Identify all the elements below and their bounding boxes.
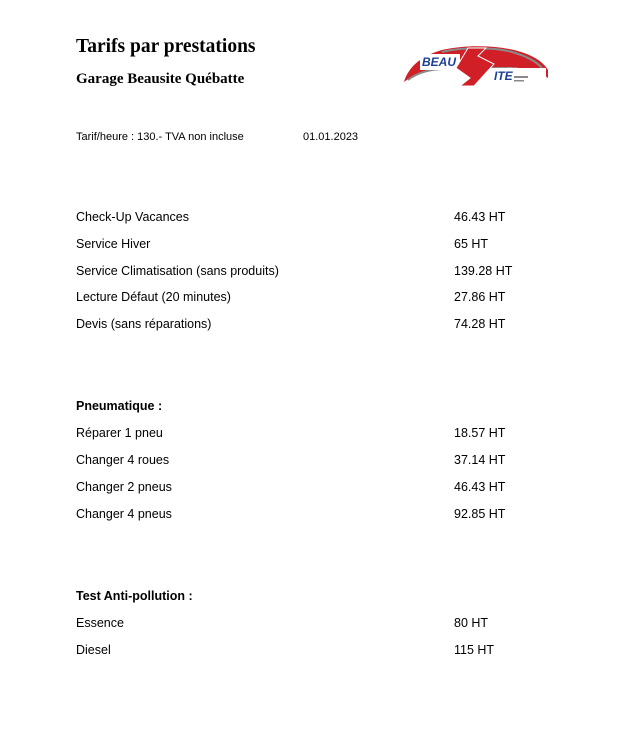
- service-label: Changer 2 pneus: [76, 480, 172, 494]
- list-item: [76, 480, 556, 498]
- service-label: Check-Up Vacances: [76, 210, 190, 224]
- service-label: Essence: [76, 616, 124, 630]
- service-label: Réparer 1 pneu: [76, 426, 163, 440]
- service-price: 74.28 HT: [454, 317, 506, 331]
- section-heading-pneumatique: Pneumatique :: [76, 399, 163, 413]
- service-price: 18.57 HT: [454, 426, 506, 440]
- service-price: 46.43 HT: [454, 480, 506, 494]
- list-item: [76, 237, 556, 255]
- list-item: [76, 264, 556, 282]
- section-heading-pollution: Test Anti-pollution :: [76, 589, 193, 603]
- service-price: 139.28 HT: [454, 264, 513, 278]
- logo-text-right: ITE: [494, 69, 513, 83]
- hourly-rate: Tarif/heure : 130.- TVA non incluse: [76, 131, 244, 143]
- list-item: [76, 426, 556, 444]
- service-label: Service Climatisation (sans produits): [76, 264, 279, 278]
- service-label: Devis (sans réparations): [76, 317, 212, 331]
- service-price: 65 HT: [454, 237, 489, 251]
- list-item: [76, 616, 556, 634]
- service-label: Changer 4 roues: [76, 453, 170, 467]
- service-label: Diesel: [76, 643, 111, 657]
- list-item: [76, 210, 556, 228]
- list-item: [76, 317, 556, 335]
- list-item: [76, 453, 556, 471]
- service-price: 46.43 HT: [454, 210, 506, 224]
- page-title: Tarifs par prestations: [76, 36, 256, 57]
- service-label: Service Hiver: [76, 237, 151, 251]
- service-label: Lecture Défaut (20 minutes): [76, 290, 231, 304]
- tariff-date: 01.01.2023: [303, 131, 359, 143]
- list-item: [76, 643, 556, 661]
- list-item: [76, 507, 556, 525]
- garage-name: Garage Beausite Québatte: [76, 71, 245, 87]
- logo-text-left: BEAU: [422, 55, 457, 69]
- service-price: 115 HT: [454, 643, 495, 657]
- service-label: Changer 4 pneus: [76, 507, 172, 521]
- service-price: 37.14 HT: [454, 453, 506, 467]
- list-item: [76, 290, 556, 308]
- beausite-logo: [402, 42, 550, 88]
- service-price: 80 HT: [454, 616, 489, 630]
- service-price: 92.85 HT: [454, 507, 506, 521]
- service-price: 27.86 HT: [454, 290, 506, 304]
